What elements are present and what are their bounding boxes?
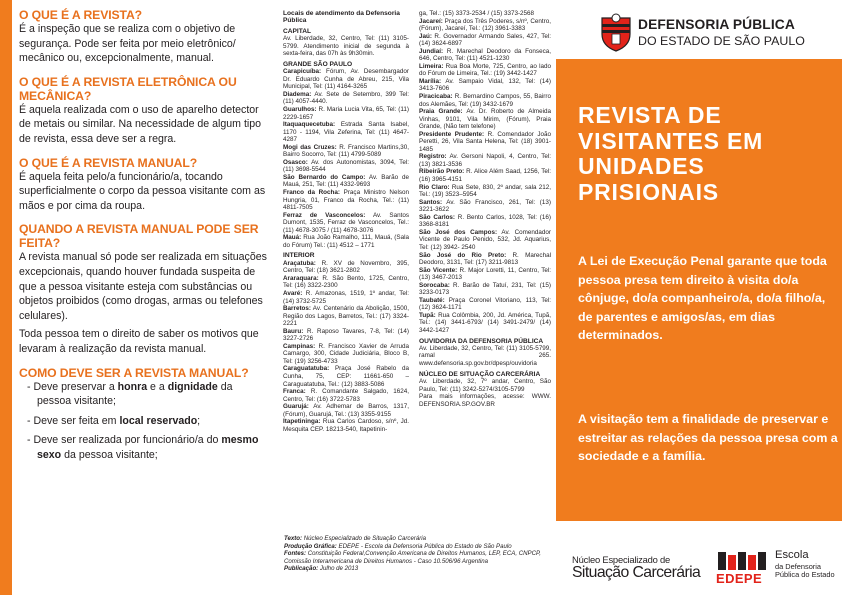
address-text: Praça Ministro Nelson Hungria, 01, Franco da Rocha, Tel.: (11) 4811-7505 xyxy=(283,189,410,212)
address-entry xyxy=(419,48,551,63)
credit-label: Produção Gráfica: xyxy=(284,542,337,550)
address-city: Mauá: xyxy=(283,234,302,242)
address-text: R. São Bento, 1725, Centro, Tel: (16) 3322-2300 xyxy=(283,274,409,290)
address-entry xyxy=(283,159,409,174)
address-text: Rua Sete, 830, 2º andar, sala 212, Tel.: (19) 3523–5954 xyxy=(419,183,551,199)
address-entry xyxy=(419,252,551,267)
address-text: Av. Liberdade, 32, Centro, Tel: (11) 3105-5799. Atendimento inicial de segunda à sexta-feira, das 07h às 9h30min. xyxy=(283,35,409,58)
address-entry xyxy=(283,290,409,305)
address-text: Av. São Francisco, 261, Tel: (13) 3221-3622 xyxy=(419,198,551,214)
address-text: R. Amazonas, 1519, 1º andar, Tel: (14) 3732-5725 xyxy=(283,289,409,305)
address-entry xyxy=(283,305,409,328)
address-entry xyxy=(419,63,551,78)
address-entry xyxy=(283,365,409,388)
address-text: R. Bento Carlos, 1028, Tel: (16) 3368-8181 xyxy=(419,213,551,229)
address-entry xyxy=(419,199,551,214)
footer-logos xyxy=(556,521,842,595)
address-entry xyxy=(283,343,409,366)
escola-title: Escola xyxy=(775,549,809,561)
address-entry xyxy=(419,153,551,168)
address-text: Av. Dr. Roberto de Almeida Vinhas, 9101, Vila Mirim, (Fórum), Praia Grande, (Não tem telefone) xyxy=(419,108,551,131)
credit-value: EDEPE - Escola da Defensoria Pública do Estado de São Paulo xyxy=(336,542,512,550)
section-question: O QUE É A REVISTA MANUAL? xyxy=(19,155,198,170)
section-question: COMO DEVE SER A REVISTA MANUAL? xyxy=(19,365,249,380)
address-text: R. Maria Lucia Vita, 65, Tel: (11) 2229-1657 xyxy=(283,106,409,121)
left-panel xyxy=(0,0,274,595)
address-city: Mogi das Cruzes: xyxy=(283,143,337,151)
address-entry xyxy=(419,78,551,93)
address-text: Praça dos Três Poderes, s/nº, Centro, (Fórum), Jacareí, Tel.: (12) 3961-3383 xyxy=(419,17,551,33)
revista-rules-list xyxy=(27,380,269,463)
address-city: São José do Rio Preto: xyxy=(419,251,507,259)
address-city: Franca: xyxy=(283,388,306,396)
address-city: Itaquaquecetuba: xyxy=(283,121,336,129)
logo-subtitle: DO ESTADO DE SÃO PAULO xyxy=(638,34,805,48)
address-text: Praça José Rabelo da Cunha, 75, CEP: 11661-650 – Caraguatatuba, Tel.: (12) 3883-5086 xyxy=(283,365,409,388)
address-entry xyxy=(283,328,409,343)
address-city: Presidente Prudente: xyxy=(419,130,485,138)
address-text: Av. Gersoni Napoli, 4, Centro, Tel: (13) 3821-3536 xyxy=(419,153,551,168)
address-text: R. Bernardino Campos, 55, Bairro dos Alemães, Tel: (19) 3432-1679 xyxy=(419,93,551,108)
address-city: Jaú: xyxy=(419,32,432,40)
address-text: R. Francisco Xavier de Arruda Camargo, 300, Cidade Judiciária, Bloco B, Tel: (19) 3256-4733 xyxy=(283,342,409,365)
address-entry xyxy=(283,91,409,106)
address-text: Estrada Santa Isabel, 1170 - 1194, Vila Zeferina, Tel: (11) 4647-4287 xyxy=(283,121,409,144)
address-city: Franco da Rocha: xyxy=(283,189,340,197)
address-text: Av. dos Autonomistas, 3094, Tel: (11) 3698-5544 xyxy=(283,158,409,174)
address-entry xyxy=(283,418,409,433)
address-city: Ferraz de Vasconcelos: xyxy=(283,211,366,219)
middle-panel xyxy=(274,0,556,595)
section-answer: É a inspeção que se realiza com o objetivo de segurança. Pode ser feita por meio eletrônico/ mecânico ou, excepcionalmente, manual. xyxy=(19,23,236,65)
edepe-wordmark: EDEPE xyxy=(716,571,763,586)
address-entry xyxy=(283,144,409,159)
address-city: Osasco: xyxy=(283,158,308,166)
section-question: QUANDO A REVISTA MANUAL PODE SER FEITA? xyxy=(19,222,259,251)
address-city: São Vicente: xyxy=(419,266,458,274)
defensoria-logo xyxy=(598,12,842,52)
credit-value: Núcleo Especializado de Situação Carcerária xyxy=(302,535,427,542)
section-answer: Toda pessoa tem o direito de saber os motivos que levaram à realização da revista manual. xyxy=(19,328,259,355)
address-text: Av. Sete de Setembro, 399 Tel: (11) 4057-4440. xyxy=(283,90,409,106)
address-city: Registro: xyxy=(419,153,447,161)
address-entry xyxy=(419,93,551,108)
address-city: Araraquara: xyxy=(283,274,319,282)
list-item: - Deve ser realizada por funcionário/a do mesmo sexo da pessoa visitante; xyxy=(27,434,259,461)
address-text: R. Comandante Salgado, 1624, Centro, Tel: (16) 3722-5783 xyxy=(283,388,409,403)
address-text: Av. Liberdade, 32, Centro, Tel: (11) 3105-5799, ramal 265. www.defensoria.sp.gov.br/dpesp/ouvidoria xyxy=(419,344,551,368)
address-entry xyxy=(283,212,409,235)
address-text: R. Raposo Tavares, 7-8, Tel: (14) 3227-2726 xyxy=(283,327,409,343)
credit-label: Fontes: xyxy=(284,550,307,558)
address-city: Sorocaba: xyxy=(419,281,450,289)
address-heading: OUVIDORIA DA DEFENSORIA PÚBLICA xyxy=(419,337,544,345)
sp-crest-icon xyxy=(598,12,634,52)
address-text: R. Major Loretti, 11, Centro, Tel: (13) 3467-2013 xyxy=(419,266,551,282)
section-answer: É aquela realizada com o uso de aparelho detector de metais ou similar. Na necessidade de algum tipo de revista, essa deve ser a regra. xyxy=(19,103,262,145)
address-text: R. Marechal Deodoro da Fonseca, 646, Centro, Tel: (11) 4521-1230 xyxy=(419,47,551,63)
address-entry xyxy=(419,393,551,408)
address-entry xyxy=(283,121,409,144)
address-city: Avaré: xyxy=(283,289,303,297)
address-heading: CAPITAL xyxy=(283,27,312,35)
logo-title: DEFENSORIA PÚBLICA xyxy=(638,17,795,32)
address-heading: Locais de atendimento da Defensoria Pública xyxy=(283,10,400,25)
address-text: Rua Carlos Cardoso, s/nº, Jd. Mesquita CEP. 18213-540, Itapetinin- xyxy=(283,418,409,433)
address-entry xyxy=(419,297,551,312)
address-text: Rua Colômbia, 200, Jd. América, Tupã, Tel.: (14) 3441-6793/ (14) 3491-2479/ (14) 3442-1427 xyxy=(419,311,551,334)
address-entry xyxy=(419,168,551,183)
section-answer: A revista manual só pode ser realizada em situações excepcionais, quando houver fundada suspeita de que a pessoa visitante esteja com substâncias ou objetos proibidos (como drogas, armas ou telefones celulares). xyxy=(19,251,267,322)
section-answer: É aquela feita pelo/a funcionário/a, tocando superficialmente o corpo da pessoa visitante com as mãos e por cima da roupa. xyxy=(19,170,266,212)
address-entry xyxy=(283,403,409,418)
address-city: Diadema: xyxy=(283,90,312,98)
escola-subtitle xyxy=(775,563,835,580)
cover-orange-box xyxy=(556,59,842,521)
nucleo-logo-line2: Situação Carcerária xyxy=(572,564,701,581)
address-entry xyxy=(419,214,551,229)
address-entry xyxy=(283,174,409,189)
address-entry xyxy=(419,184,551,199)
credit-line xyxy=(284,565,550,573)
cover-paragraph-1: A Lei de Execução Penal garante que toda pessoa presa tem direito à visita do/a cônjuge, do/a companheiro/a, do/a filho/a, de parentes e amigos/as, em dias determinados. xyxy=(578,254,827,343)
address-entry xyxy=(419,267,551,282)
address-entry xyxy=(283,388,409,403)
address-text: R. Francisco Martins,30, Bairro Socorro, Tel: (11) 4799-5089 xyxy=(283,143,409,159)
address-entry xyxy=(283,189,409,212)
address-text: Av. Comendador Vicente de Paulo Penido, 532, Jd. Aquarius, Tel: (12) 3942- 2540 xyxy=(419,228,551,251)
address-entry xyxy=(419,108,551,131)
credit-value: Julho de 2013 xyxy=(318,565,359,573)
address-text: Rua Boa Morte, 725, Centro, ao lado do Fórum de Limeira, Tel.: (19) 3442-1427 xyxy=(419,62,551,78)
address-text: R. Barão de Tatuí, 231, Tel: (15) 3233-0173 xyxy=(419,281,551,297)
address-city: Taubaté: xyxy=(419,296,445,304)
address-city: Barretos: xyxy=(283,305,311,313)
address-city: Jacareí: xyxy=(419,17,443,25)
address-entry xyxy=(419,312,551,335)
address-text: Av. Liberdade, 32, 7º andar, Centro, São Paulo, Tel: (11) 3242-5274/3105-5799 xyxy=(419,377,551,393)
credit-label: Publicação: xyxy=(284,565,319,573)
credits xyxy=(284,535,550,573)
address-entry xyxy=(419,378,551,393)
address-entry xyxy=(419,345,551,368)
right-panel xyxy=(556,0,842,595)
addresses-column-1 xyxy=(283,10,409,433)
address-entry xyxy=(283,234,409,249)
list-item: - Deve preservar a honra e a dignidade da pessoa visitante; xyxy=(27,380,233,407)
nucleo-logo-line1: Núcleo Especializado de xyxy=(572,554,671,565)
section-question: O QUE É A REVISTA? xyxy=(19,8,143,22)
address-city: Campinas: xyxy=(283,342,316,350)
address-text: R. Comendador João Peretti, 26, Vila Santa Helena, Tel: (18) 3901-1485 xyxy=(419,130,551,153)
addresses-column-2 xyxy=(419,10,551,408)
address-entry xyxy=(283,260,409,275)
address-entry xyxy=(419,33,551,48)
cover-title: REVISTA DE VISITANTES EM UNIDADES PRISIONAIS xyxy=(578,102,764,205)
address-entry xyxy=(283,68,409,91)
address-heading: NÚCLEO DE SITUAÇÃO CARCERÁRIA xyxy=(419,370,541,378)
address-text: Av. Centenário da Abolição, 1500, Região dos Lagos, Barretos, Tel.: (17) 3324-2221 xyxy=(283,305,409,328)
address-city: Limeira: xyxy=(419,62,444,70)
credit-line xyxy=(284,535,550,543)
address-text: Praça Coronel Vitoriano, 113, Tel: (12) 3624-1171 xyxy=(419,296,551,312)
address-text: R. Alice Além Saad, 1256, Tel: (16) 3965-4151 xyxy=(419,168,551,184)
address-city: Marília: xyxy=(419,77,442,85)
address-city: Guarujá: xyxy=(283,403,309,411)
address-text: Av. Barão de Mauá, 251, Tel: (11) 4332-9693 xyxy=(283,173,409,189)
address-city: Santos: xyxy=(419,198,443,206)
address-text: Rua João Ramalho, 111, Mauá, (Sala do Fórum) Tel.: (11) 4512 – 1771 xyxy=(283,234,409,249)
address-city: Piracicaba: xyxy=(419,93,453,101)
address-city: São Carlos: xyxy=(419,213,456,221)
address-heading: GRANDE SÃO PAULO xyxy=(283,60,353,68)
address-text: ga, Tel.: (15) 3373-2534 / (15) 3373-2568 xyxy=(419,10,535,17)
address-city: Carapicuíba: xyxy=(283,68,322,76)
address-city: Caraguatatuba: xyxy=(283,365,330,373)
left-orange-strip xyxy=(0,0,12,595)
address-city: Araçatuba: xyxy=(283,259,316,267)
escola-subtitle-line2: Pública do Estado xyxy=(775,570,835,580)
address-city: Bauru: xyxy=(283,327,304,335)
address-city: São José dos Campos: xyxy=(419,228,498,236)
cover-paragraph-2: A visitação tem a finalidade de preservar e estreitar as relações da pessoa presa com a sociedade e a família. xyxy=(578,412,838,464)
address-text: R. Governador Armando Sales, 427, Tel: (14) 3624-6897 xyxy=(419,32,551,48)
address-text: R. Marechal Deodoro, 3131, Tel: (17) 3211-9813 xyxy=(419,251,551,267)
address-entry xyxy=(283,35,409,58)
address-text: Av. Adhemar de Barros, 1317, (Fórum), Guarujá, Tel.: (13) 3355-9155 xyxy=(283,403,409,418)
address-heading: INTERIOR xyxy=(283,252,315,260)
address-city: Guarulhos: xyxy=(283,106,317,113)
address-entry xyxy=(419,282,551,297)
address-entry xyxy=(419,131,551,154)
section-question: O QUE É A REVISTA ELETRÔNICA OU MECÂNICA? xyxy=(19,74,237,103)
address-text: Fórum, Av. Desembargador Dr. Eduardo Cunha de Abreu, 215, Vila Municipal, Tel: (11) 4164-3265 xyxy=(283,68,409,91)
address-text: Av. Santos Dumont, 1535, Ferraz de Vasconcelos, Tel.: (11) 4678-3075 / (11) 4678-3076 xyxy=(283,211,409,234)
address-city: Rio Claro: xyxy=(419,183,450,191)
address-city: Jundiaí: xyxy=(419,47,444,55)
address-entry xyxy=(419,18,551,33)
address-entry xyxy=(283,275,409,290)
address-entry xyxy=(419,10,551,18)
credit-label: Texto: xyxy=(284,535,303,542)
left-content xyxy=(19,8,269,467)
address-text: R. XV de Novembro, 395, Centro, Tel: (18) 3621-2802 xyxy=(283,259,409,275)
list-item: - Deve ser feita em local reservado; xyxy=(27,414,201,427)
address-entry xyxy=(419,229,551,252)
address-text: Para mais informações, acesse: WWW. DEFENSORIA.SP.GOV.BR xyxy=(419,393,551,408)
address-city: São Bernardo do Campo: xyxy=(283,173,366,181)
nucleo-logo xyxy=(572,554,700,581)
credit-value: Constituição Federal,Convenção Americana de Direitos Humanos, LEP, ECA, CNPCP, Comissão Interamericana de Direitos Humanos - Caso 10.506/96 Argentina xyxy=(284,550,541,565)
address-city: Itapetininga: xyxy=(283,418,321,426)
escola-subtitle-line1: da Defensoria xyxy=(775,562,822,571)
address-city: Praia Grande: xyxy=(419,108,463,116)
credit-line xyxy=(284,543,550,551)
address-city: Tupã: xyxy=(419,311,436,319)
credit-line xyxy=(284,550,550,565)
address-entry xyxy=(283,106,409,121)
address-city: Ribeirão Preto: xyxy=(419,168,465,176)
address-text: Av. Sampaio Vidal, 132, Tel: (14) 3413-7606 xyxy=(419,77,551,93)
